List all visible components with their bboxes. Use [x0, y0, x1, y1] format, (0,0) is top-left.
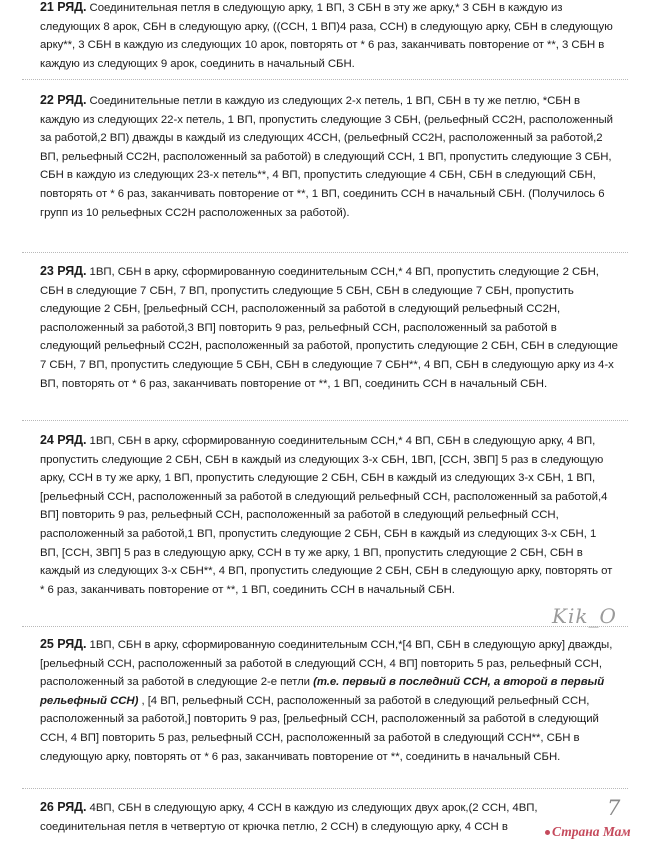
watermark-dot-icon [545, 830, 550, 835]
row-text: , [4 ВП, рельефный ССН, расположенный за работой в следующий рельефный ССН, расположенный за работой,] повторить 9 раз, [рельефный ССН, расположенный за работой в следующий ССН, 4 ВП] повторить 5 раз, рельефный ССН, расположенный за работой в следующий ССН**, СБН в следующую арку, повторять от * 6 раз, заканчивать повторение от **, соединить в начальный СБН. [40, 694, 599, 763]
row-text: 4ВП, СБН в следующую арку, 4 ССН в каждую из следующих двух арок,(2 ССН, 4ВП, соединительная петля в четвертую от крючка петлю, 2 ССН) в следующую арку, 4 ССН в [40, 802, 538, 833]
row-label: 22 РЯД. [40, 93, 87, 107]
row-label: 21 РЯД. [40, 0, 87, 14]
watermark-text: Страна Мам [552, 824, 631, 839]
row-text: Соединительная петля в следующую арку, 1 ВП, 3 СБН в эту же арку,* 3 СБН в каждую из следующих 8 арок, СБН в следующую арку, ((ССН, 1 ВП)4 раза, ССН) в следующую арку, СБН в следующую арку**, 3 СБН в каждую из следующих 10 арок, повторять от * 6 раз, заканчивать повторение от **, 3 СБН в каждую из следующих 9 арок, соединить в начальный СБН. [40, 2, 613, 70]
divider [22, 788, 628, 789]
site-watermark [542, 824, 634, 840]
row-text: Соединительные петли в каждую из следующих 2-х петель, 1 ВП, СБН в ту же петлю, *СБН в каждую из следующих 22-х петель, 1 ВП, пропустить следующие 3 СБН, (рельефный СС2Н, расположенный за работой,2 ВП) дважды в каждый из следующих 4ССН, (рельефный СС2Н, расположенный за работой,2 ВП, рельефный СС2Н, расположенный за работой) в следующий ССН, 1 ВП, пропустить следующие 3 СБН, СБН в каждую из следующих 23-х петель**, 4 ВП, пропустить следующие 4 СБН, СБН в следующий СБН, повторять от * 6 раз, заканчивать повторение от **, 1 ВП, соединить ССН в начальный СБН. (Получилось 6 групп из 10 рельефных СС2Н расположенных за работой). [40, 95, 613, 219]
author-signature: Kik_O [552, 604, 617, 628]
divider [22, 626, 628, 627]
divider [22, 252, 628, 253]
row-label: 24 РЯД. [40, 433, 87, 447]
row-text: 1ВП, СБН в арку, сформированную соединительным ССН,* 4 ВП, СБН в следующую арку, 4 ВП, пропустить следующие 2 СБН, СБН в каждый из следующих 3-х СБН, 1ВП, [ССН, 3ВП] 5 раз в следующую арку, ССН в ту же арку, 1 ВП, пропустить следующие 2 СБН, СБН в каждый из следующих 3-х СБН, 1 ВП, [рельефный ССН, расположенный за работой в следующий рельефный ССН, расположенный за работой,4 ВП] повторить 9 раз, рельефный ССН, расположенный за работой в следующий рельефный ССН, расположенный за работой,1 ВП, пропустить следующие 2 СБН, СБН в каждый из следующих 3-х СБН, 1 ВП, [ССН, 3ВП] 5 раз в следующую арку, ССН в ту же арку, 1 ВП, пропустить следующие 2 СБН, СБН в каждый из следующих 3-х СБН**, 4 ВП, пропустить следующие 2 СБН, СБН в следующую арку, повторять от * 6 раз, заканчивать повторение от **, 1 ВП, соединить ССН в начальный СБН. [40, 435, 613, 596]
row-21 [40, 0, 618, 73]
row-24 [40, 431, 618, 599]
row-22 [40, 91, 618, 222]
divider [22, 420, 628, 421]
row-label: 26 РЯД. [40, 800, 87, 814]
row-label: 23 РЯД. [40, 264, 87, 278]
row-text-emphasis: (т.е. первый в последний ССН, а второй в первый рельефный ССН) [40, 676, 605, 707]
row-25 [40, 635, 618, 766]
page-number: 7 [607, 796, 621, 820]
divider [22, 79, 628, 80]
row-text: 1ВП, СБН в арку, сформированную соединительным ССН,* 4 ВП, пропустить следующие 2 СБН, СБН в следующие 7 СБН, 7 ВП, пропустить следующие 5 СБН, СБН в следующие 7 СБН, пропустить следующие 2 СБН, [рельефный ССН, расположенный за работой в следующий рельефный СС2Н, расположенный за работой,3 ВП] повторить 9 раз, рельефный ССН, расположенный за работой в следующий рельефный СС2Н, расположенный за работой, пропустить следующие 2 СБН, СБН в следующие 7 СБН, 7 ВП, пропустить следующие 5 СБН, СБН в следующие 7 СБН**, 4 ВП, СБН в следующую арку из 4-х ВП, повторять от * 6 раз, заканчивать повторение от **, 1 ВП, соединить ССН в начальный СБН. [40, 266, 618, 390]
row-text: 1ВП, СБН в арку, сформированную соединительным ССН,*[4 ВП, СБН в следующую арку] дважды, [рельефный ССН, расположенный за работой в следующий ССН, 4 ВП] повторить 5 раз, рельефный ССН, расположенный за работой в следующие 2-е петли [40, 639, 613, 689]
row-label: 25 РЯД. [40, 637, 87, 651]
row-26 [40, 798, 580, 836]
row-23 [40, 262, 618, 393]
